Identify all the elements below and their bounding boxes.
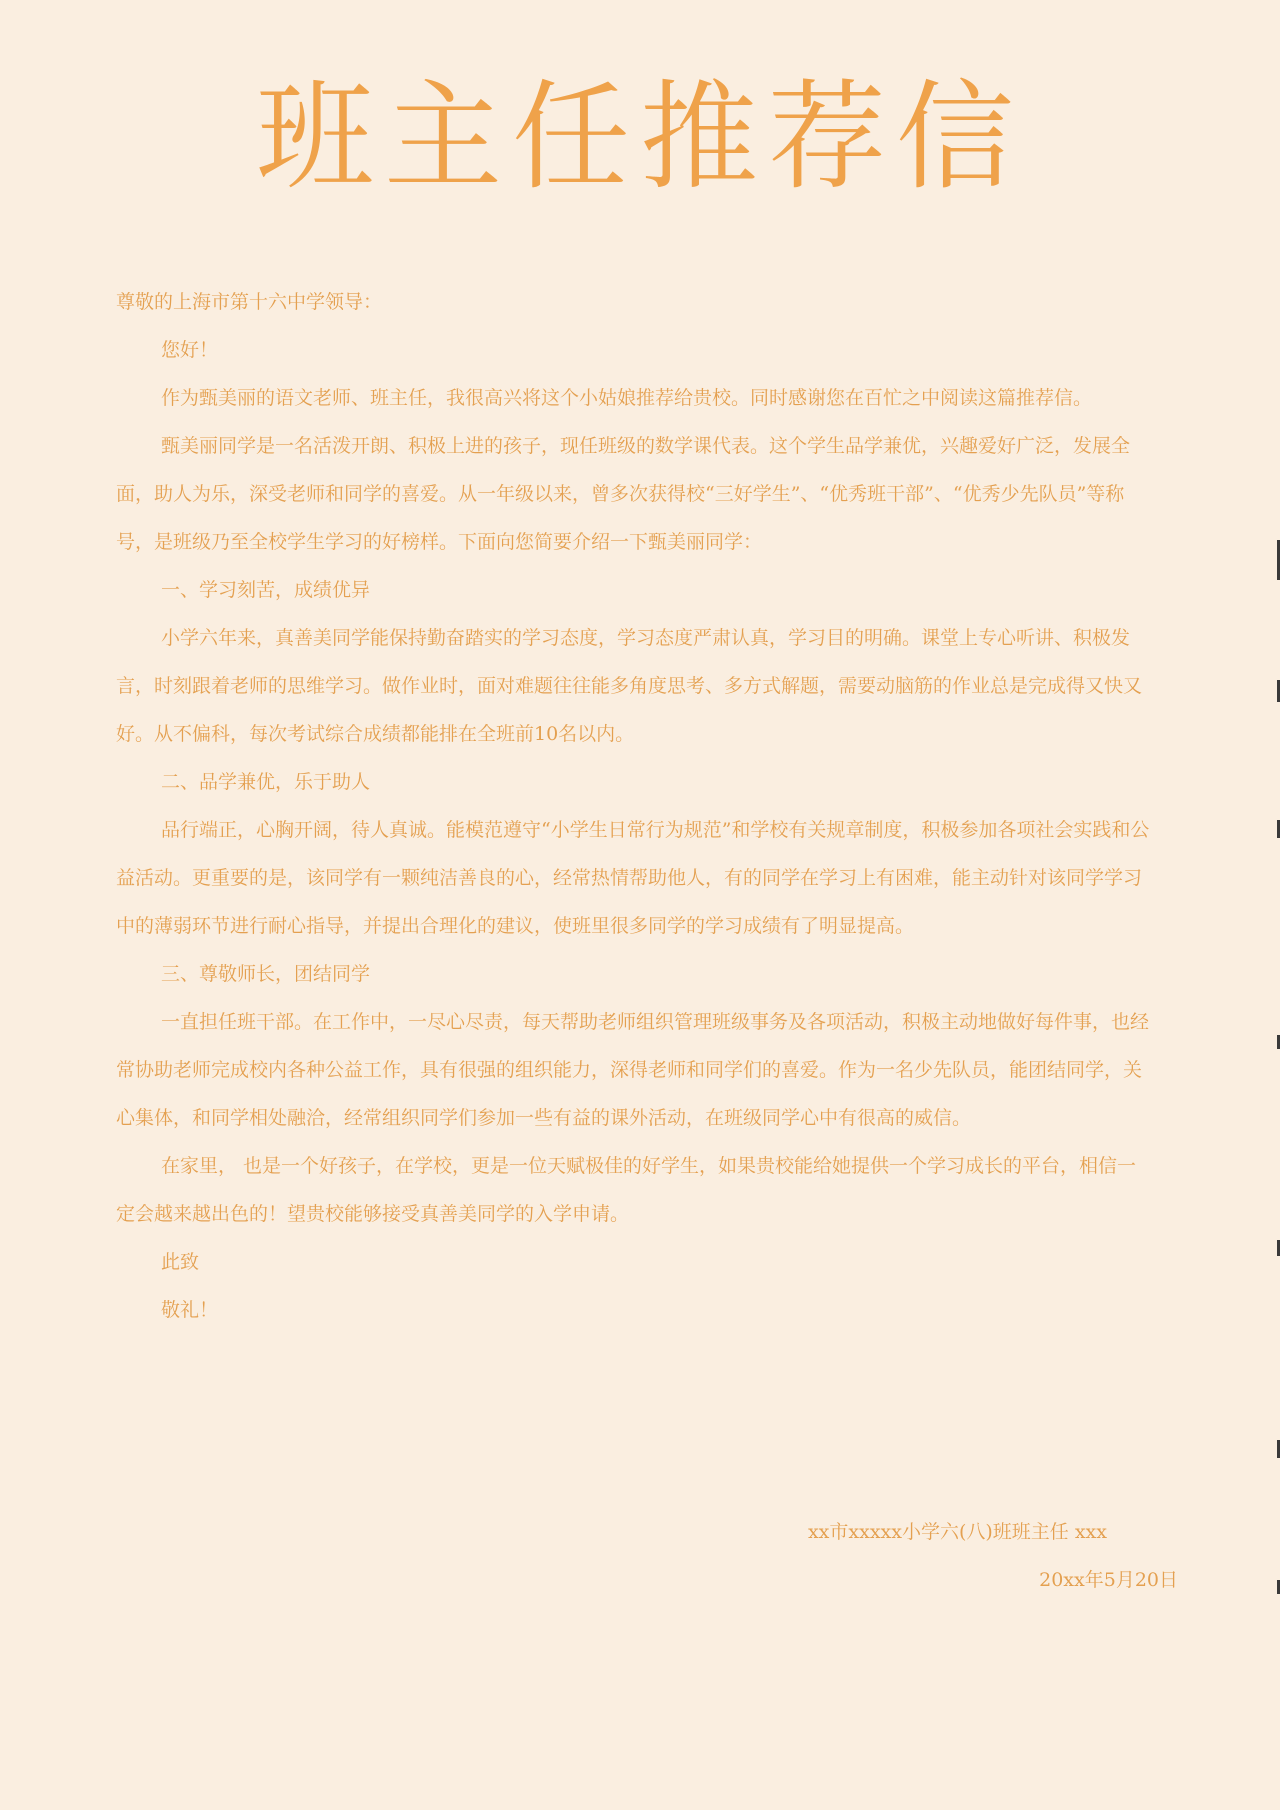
letter-body (116, 278, 1150, 1334)
salutation: 尊敬的上海市第十六中学领导： (116, 291, 383, 313)
section-heading-3: 三、尊敬师长，团结同学 (161, 963, 371, 985)
section-heading-1: 一、学习刻苦，成绩优异 (161, 579, 371, 601)
signature: xx市xxxxx小学六(八)班班主任 xxx (807, 1521, 1107, 1543)
section-body-2: 品行端正，心胸开阔，待人真诚。能模范遵守“小学生日常行为规范”和学校有关规章制度，积极参加各项社会实践和公益活动。更重要的是，该同学有一颗纯洁善良的心，经常热情帮助他人，有的同学在学习上有困难，能主动针对该同学学习中的薄弱环节进行耐心指导，并提出合理化的建议，使班里很多同学的学习成绩有了明显提高。 (116, 819, 1150, 937)
overview-paragraph: 甄美丽同学是一名活泼开朗、积极上进的孩子，现任班级的数学课代表。这个学生品学兼优，兴趣爱好广泛，发展全面，助人为乐，深受老师和同学的喜爱。从一年级以来，曾多次获得校“三好学生”、“优秀班干部”、“优秀少先队员”等称号，是班级乃至全校学生学习的好榜样。下面向您简要介绍一下甄美丽同学： (116, 435, 1131, 553)
section-body-3: 一直担任班干部。在工作中，一尽心尽责，每天帮助老师组织管理班级事务及各项活动，积极主动地做好每件事，也经常协助老师完成校内各种公益工作，具有很强的组织能力，深得老师和同学们的喜爱。作为一名少先队员，能团结同学，关心集体，和同学相处融洽，经常组织同学们参加一些有益的课外活动，在班级同学心中有很高的威信。 (116, 1011, 1150, 1129)
closing-paragraph: 在家里， 也是一个好孩子，在学校，更是一位天赋极佳的好学生，如果贵校能给她提供一个学习成长的平台，相信一定会越来越出色的！望贵校能够接受真善美同学的入学申请。 (116, 1155, 1137, 1225)
section-heading-2: 二、品学兼优，乐于助人 (161, 771, 371, 793)
section-body-1: 小学六年来，真善美同学能保持勤奋踏实的学习态度，学习态度严肃认真，学习目的明确。课堂上专心听讲、积极发言，时刻跟着老师的思维学习。做作业时，面对难题往往能多角度思考、多方式解题，需要动脑筋的作业总是完成得又快又好。从不偏科，每次考试综合成绩都能排在全班前10名以内。 (116, 627, 1143, 745)
intro-paragraph: 作为甄美丽的语文老师、班主任，我很高兴将这个小姑娘推荐给贵校。同时感谢您在百忙之中阅读这篇推荐信。 (161, 387, 1093, 409)
greeting: 您好！ (161, 339, 219, 361)
sign-off-line-2: 敬礼！ (161, 1299, 219, 1321)
sign-off-line-1: 此致 (161, 1251, 200, 1273)
page-title: 班主任推荐信 (255, 68, 1024, 206)
date: 20xx年5月20日 (1039, 1569, 1178, 1591)
